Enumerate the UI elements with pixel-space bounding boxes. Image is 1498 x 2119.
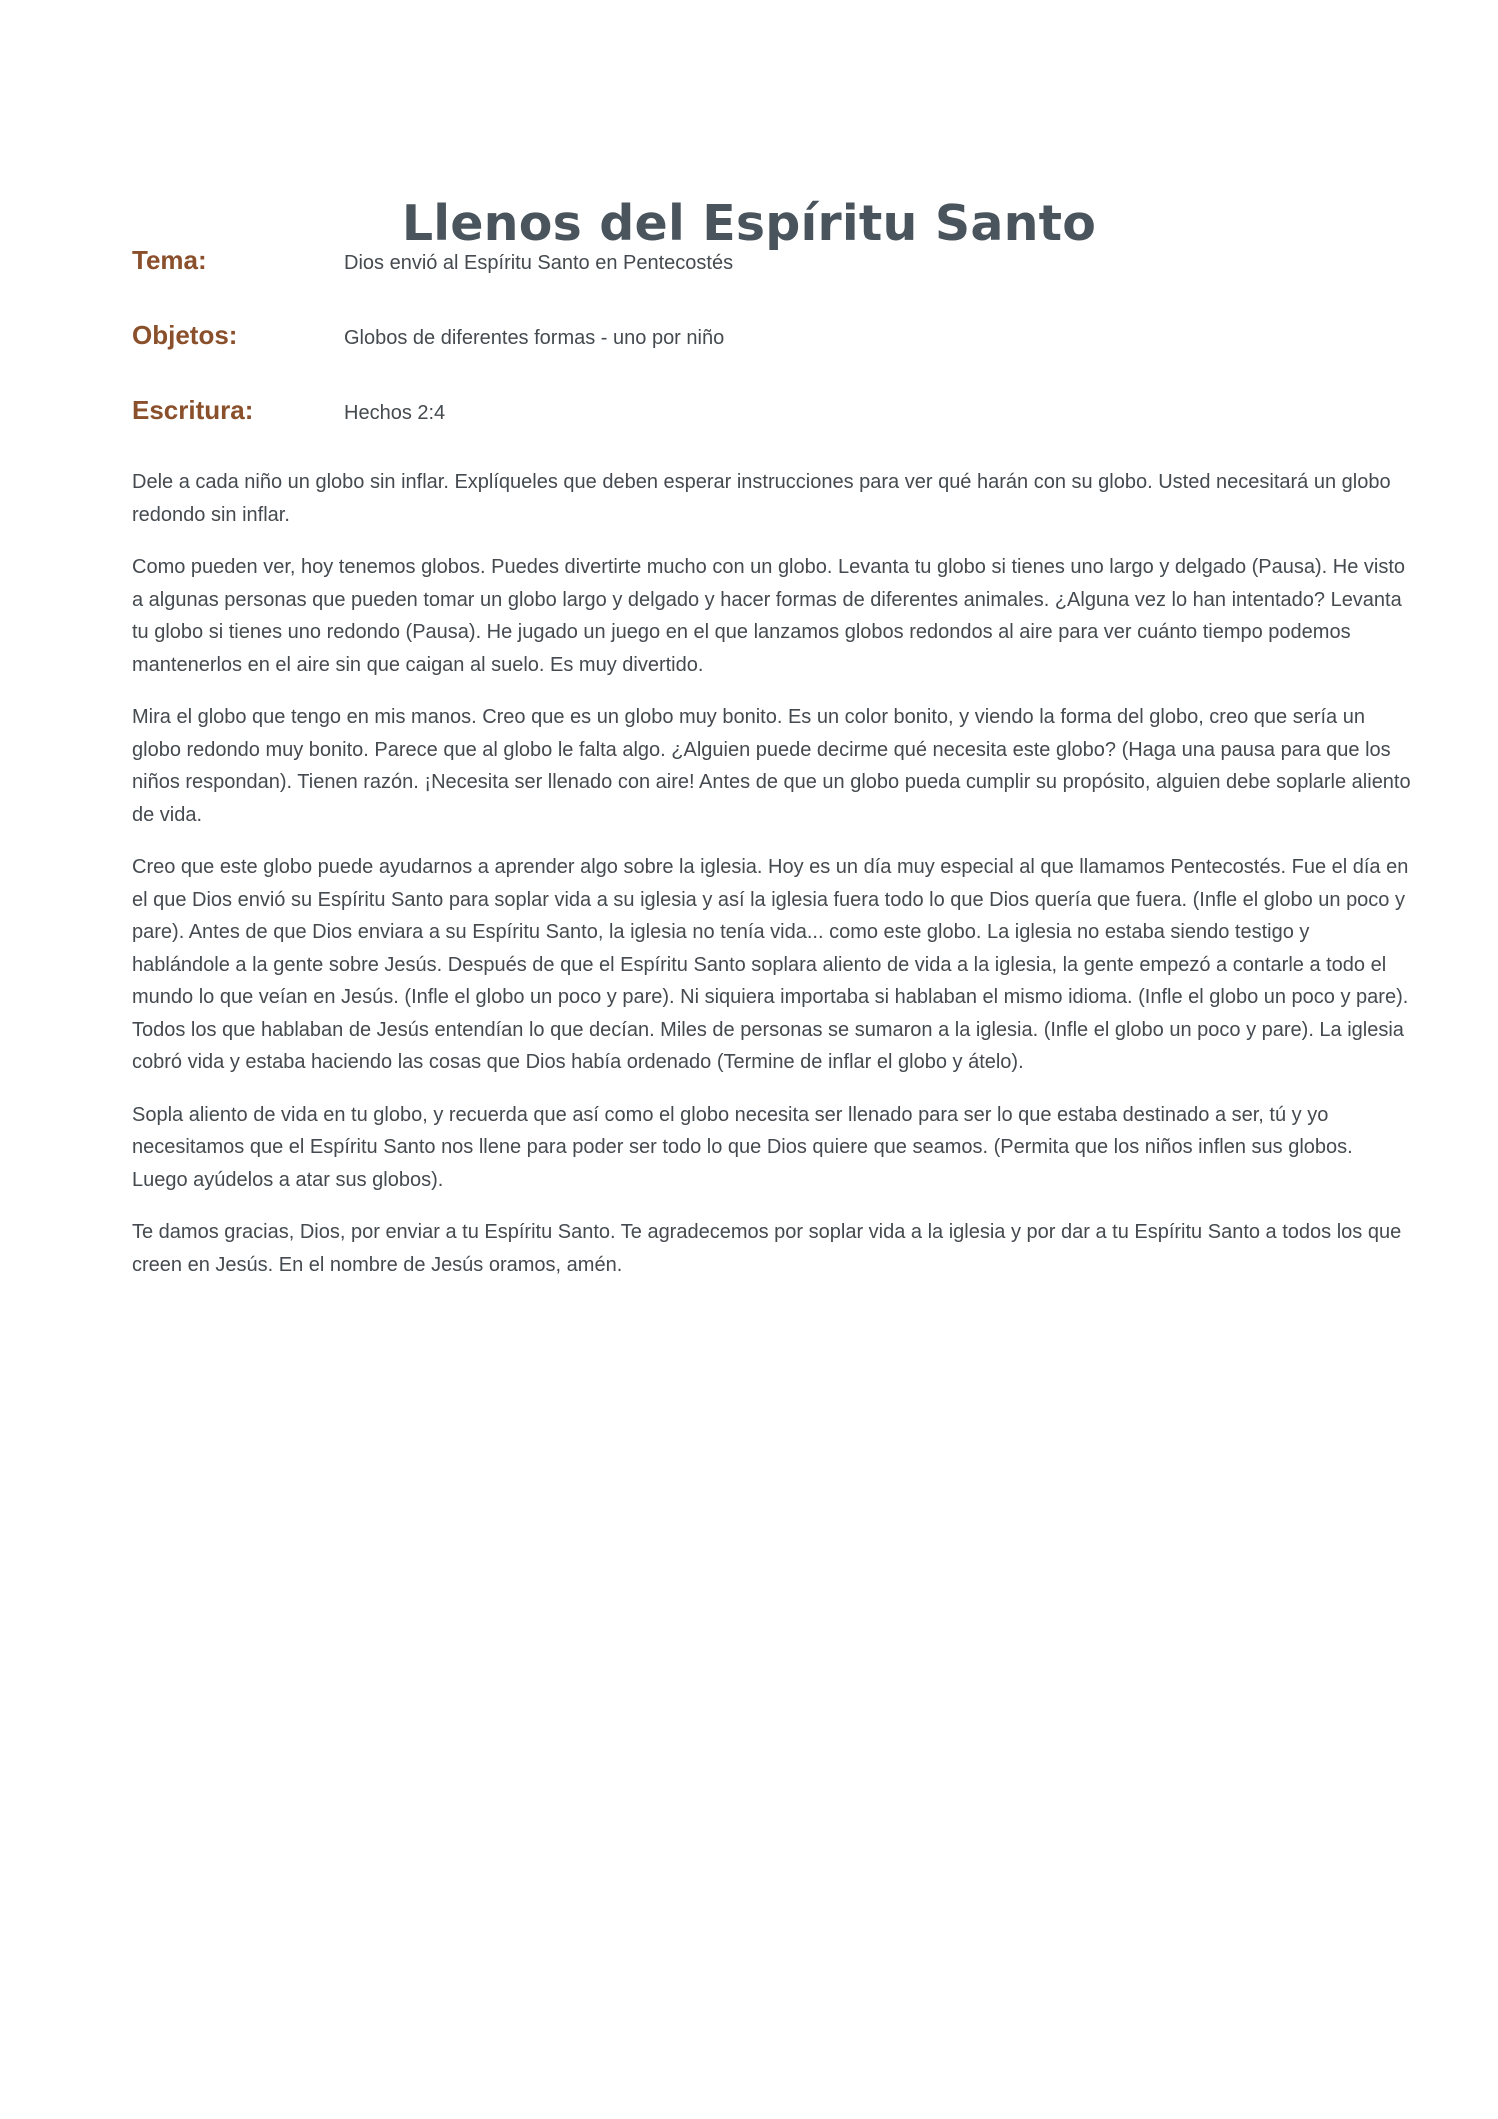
paragraph: Creo que este globo puede ayudarnos a aprender algo sobre la iglesia. Hoy es un día muy especial al que llamamos Pentecostés. Fue el día en el que Dios envió su Espíritu Santo para soplar vida a su iglesia y así la iglesia fuera todo lo que Dios quería que fuera. (Infle el globo un poco y pare). Antes de que Dios enviara a su Espíritu Santo, la iglesia no tenía vida... como este globo. La iglesia no estaba siendo testigo y hablándole a la gente sobre Jesús. Después de que el Espíritu Santo soplara aliento de vida a la iglesia, la gente empezó a contarle a todo el mundo lo que veían en Jesús. (Infle el globo un poco y pare). Ni siquiera importaba si hablaban el mismo idioma. (Infle el globo un poco y pare). Todos los que hablaban de Jesús entendían lo que decían. Miles de personas se sumaron a la iglesia. (Infle el globo un poco y pare). La iglesia cobró vida y estaba haciendo las cosas que Dios había ordenado (Termine de inflar el globo y átelo). <box>132 856 1409 1073</box>
page-title: Llenos del Espíritu Santo <box>401 194 1097 252</box>
lesson-meta <box>132 240 1372 465</box>
meta-label-objetos: Objetos: <box>132 320 238 350</box>
paragraph: Te damos gracias, Dios, por enviar a tu Espíritu Santo. Te agradecemos por soplar vida a la iglesia y por dar a tu Espíritu Santo a todos los que creen en Jesús. En el nombre de Jesús oramos, amén. <box>132 1221 1402 1276</box>
meta-row-tema <box>132 240 1372 315</box>
meta-value-escritura: Hechos 2:4 <box>344 402 446 424</box>
meta-label-escritura: Escritura: <box>132 395 254 425</box>
meta-row-escritura <box>132 390 1372 465</box>
lesson-body <box>132 466 1412 1301</box>
paragraph: Sopla aliento de vida en tu globo, y recuerda que así como el globo necesita ser llenado para ser lo que estaba destinado a ser, tú y yo necesitamos que el Espíritu Santo nos llene para poder ser todo lo que Dios quiere que seamos. (Permita que los niños inflen sus globos. Luego ayúdelos a atar sus globos). <box>132 1103 1353 1191</box>
paragraph: Como pueden ver, hoy tenemos globos. Puedes divertirte mucho con un globo. Levanta tu globo si tienes uno largo y delgado (Pausa). He visto a algunas personas que pueden tomar un globo largo y delgado y hacer formas de diferentes animales. ¿Alguna vez lo han intentado? Levanta tu globo si tienes uno redondo (Pausa). He jugado un juego en el que lanzamos globos redondos al aire para ver cuánto tiempo podemos mantenerlos en el aire sin que caigan al suelo. Es muy divertido. <box>132 556 1406 676</box>
paragraph: Mira el globo que tengo en mis manos. Creo que es un globo muy bonito. Es un color bonito, y viendo la forma del globo, creo que sería un globo redondo muy bonito. Parece que al globo le falta algo. ¿Alguien puede decirme qué necesita este globo? (Haga una pausa para que los niños respondan). Tienen razón. ¡Necesita ser llenado con aire! Antes de que un globo pueda cumplir su propósito, alguien debe soplarle aliento de vida. <box>132 706 1411 826</box>
meta-row-objetos <box>132 315 1372 390</box>
paragraph: Dele a cada niño un globo sin inflar. Explíqueles que deben esperar instrucciones para ver qué harán con su globo. Usted necesitará un globo redondo sin inflar. <box>132 471 1391 526</box>
meta-label-tema: Tema: <box>132 245 207 275</box>
meta-value-tema: Dios envió al Espíritu Santo en Pentecostés <box>344 252 734 274</box>
meta-value-objetos: Globos de diferentes formas - uno por niño <box>344 327 725 349</box>
